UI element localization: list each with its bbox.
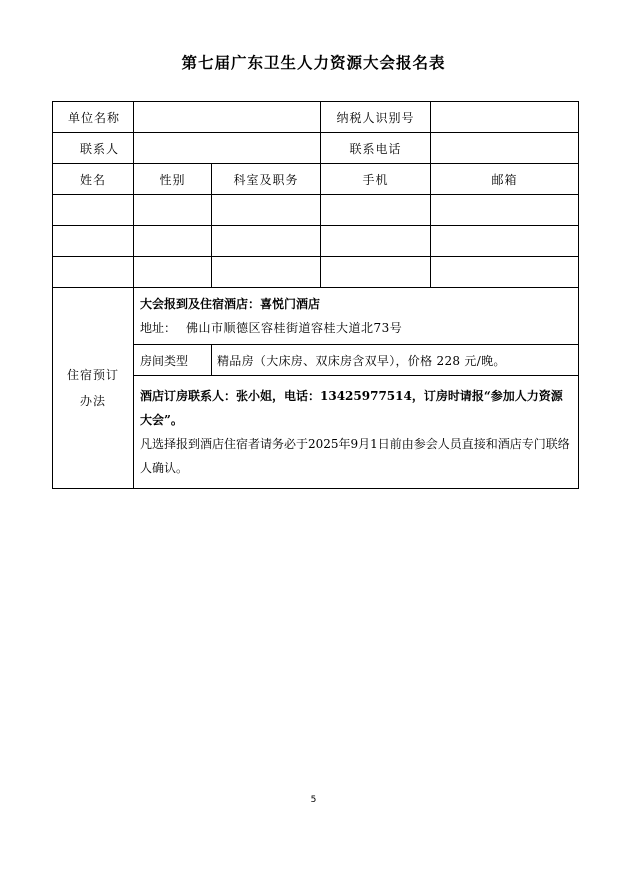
room-description: 精品房（大床房、双床房含双早），价格 228 元/晚。 — [212, 345, 579, 376]
taxpayer-id-field[interactable] — [431, 102, 579, 133]
attendee-name-field[interactable] — [53, 195, 134, 226]
attendee-gender-field[interactable] — [134, 257, 212, 288]
contact-row — [53, 133, 579, 164]
contact-label: 联系人 — [53, 133, 134, 164]
attendee-mobile-field[interactable] — [321, 257, 431, 288]
address-value: 佛山市顺德区容桂街道容桂大道北73号 — [186, 321, 403, 335]
attendee-department-field[interactable] — [212, 226, 321, 257]
lodging-label-line1: 住宿预订 — [66, 368, 119, 382]
address-label: 地址： — [140, 321, 177, 335]
contact-field[interactable] — [134, 133, 321, 164]
unit-name-label: 单位名称 — [53, 102, 134, 133]
unit-name-field[interactable] — [134, 102, 321, 133]
lodging-method-label — [53, 288, 134, 489]
table-row — [53, 195, 579, 226]
booking-contact: 酒店订房联系人：张小姐，电话：13425977514，订房时请报“参加人力资源大会”。 — [140, 389, 563, 427]
taxpayer-id-label: 纳税人识别号 — [321, 102, 431, 133]
room-type-label: 房间类型 — [134, 345, 212, 376]
attendee-mobile-field[interactable] — [321, 195, 431, 226]
hotel-title: 大会报到及住宿酒店：喜悦门酒店 — [140, 297, 321, 311]
hotel-info-cell — [134, 288, 579, 345]
attendee-department-field[interactable] — [212, 257, 321, 288]
booking-note: 凡选择报到酒店住宿者请务必于2025年9月1日前由参会人员直接和酒店专门联络人确认。 — [140, 437, 570, 475]
attendee-mobile-field[interactable] — [321, 226, 431, 257]
column-header-email: 邮箱 — [431, 164, 579, 195]
table-row — [53, 226, 579, 257]
attendee-gender-field[interactable] — [134, 226, 212, 257]
attendee-email-field[interactable] — [431, 195, 579, 226]
registration-form-table — [52, 101, 579, 489]
column-header-gender: 性别 — [134, 164, 212, 195]
hotel-info-row — [53, 288, 579, 345]
unit-row — [53, 102, 579, 133]
hotel-address — [140, 316, 572, 340]
column-header-name: 姓名 — [53, 164, 134, 195]
contact-phone-field[interactable] — [431, 133, 579, 164]
attendee-department-field[interactable] — [212, 195, 321, 226]
attendee-name-field[interactable] — [53, 226, 134, 257]
attendee-email-field[interactable] — [431, 257, 579, 288]
lodging-label-line2: 办法 — [79, 394, 106, 408]
page-number: 5 — [310, 795, 317, 805]
column-header-row — [53, 164, 579, 195]
attendee-email-field[interactable] — [431, 226, 579, 257]
booking-info-cell — [134, 376, 579, 489]
attendee-name-field[interactable] — [53, 257, 134, 288]
page-title: 第七届广东卫生人力资源大会报名表 — [181, 53, 446, 72]
table-row — [53, 257, 579, 288]
column-header-mobile: 手机 — [321, 164, 431, 195]
contact-phone-label: 联系电话 — [321, 133, 431, 164]
column-header-department: 科室及职务 — [212, 164, 321, 195]
attendee-gender-field[interactable] — [134, 195, 212, 226]
